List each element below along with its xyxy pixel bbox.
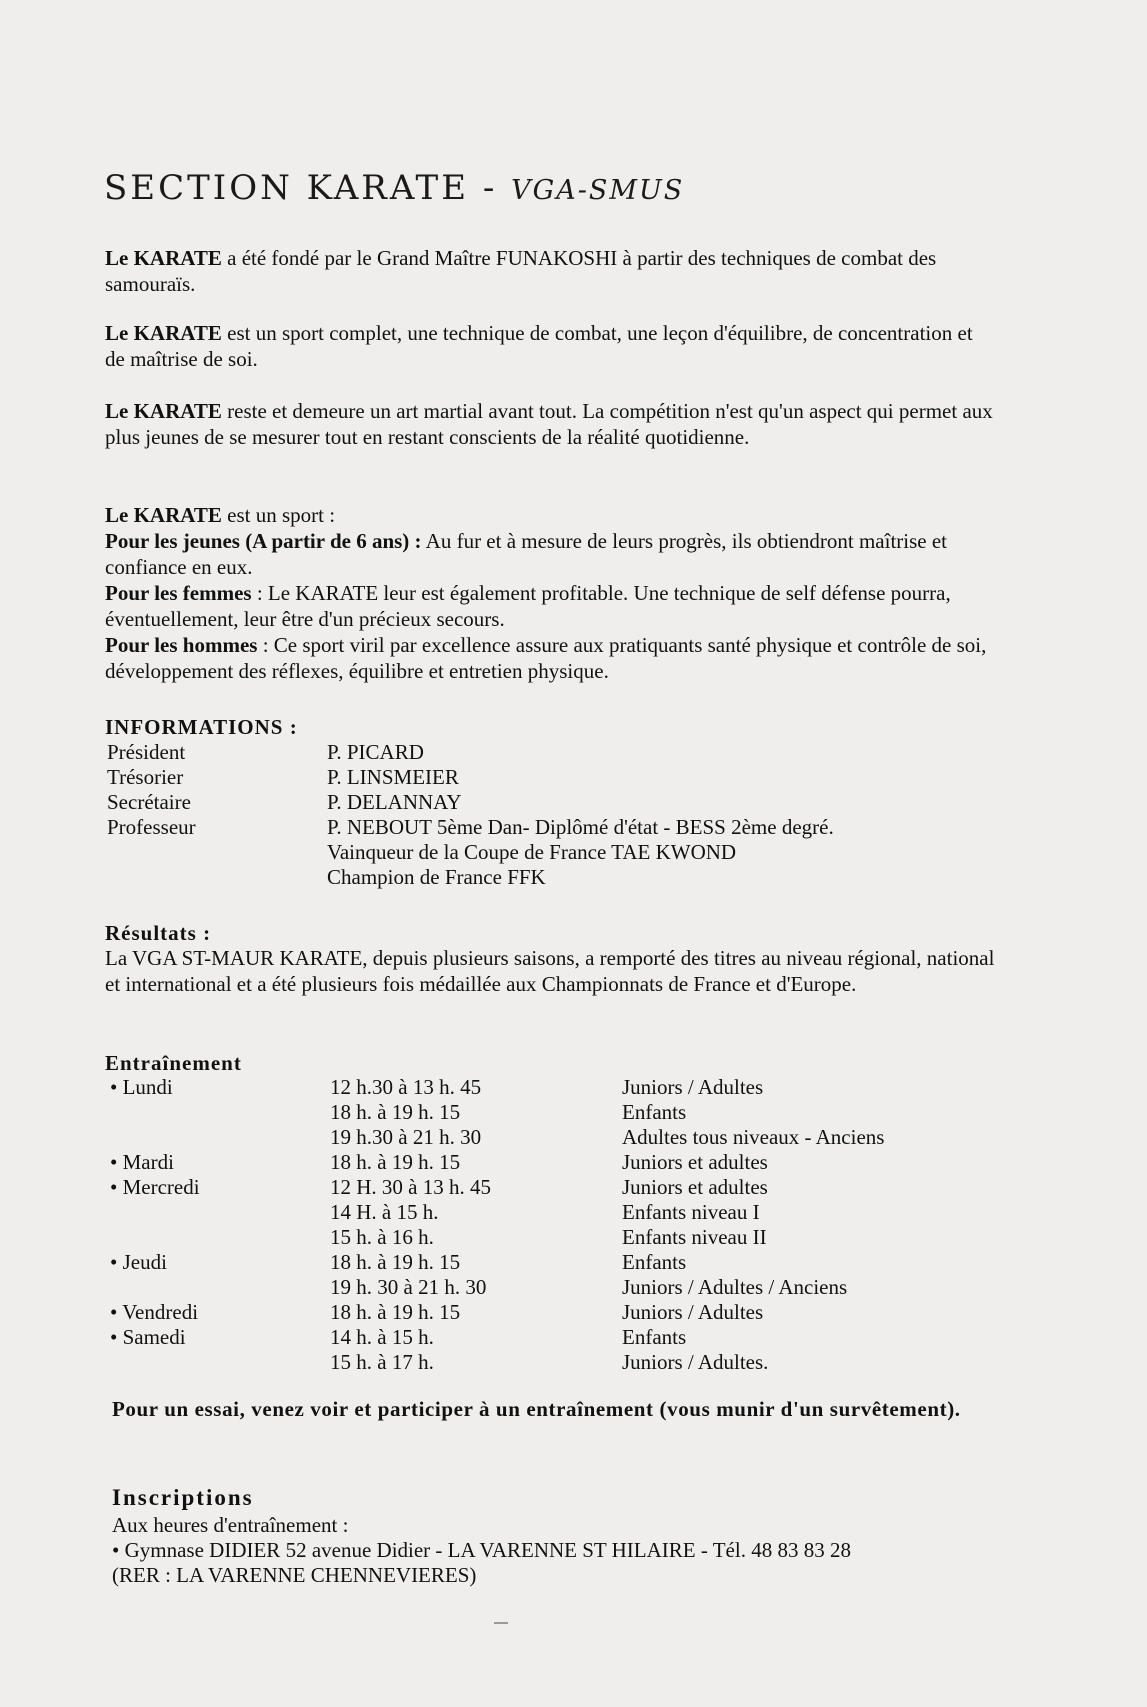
schedule-time: 12 h.30 à 13 h. 45 <box>330 1075 482 1099</box>
intro-3-lead: Le KARATE <box>105 399 222 423</box>
info-role: Professeur <box>107 815 196 839</box>
essai-note: Pour un essai, venez voir et participer à un entraînement (vous munir d'un survêtement). <box>112 1397 961 1421</box>
sport-intro <box>105 502 997 528</box>
intro-2-text: est un sport complet, une technique de combat, une leçon d'équilibre, de concentration et de maîtrise de soi. <box>105 321 973 371</box>
schedule-group: Enfants niveau I <box>622 1200 760 1224</box>
schedule-time: 14 H. à 15 h. <box>330 1200 439 1224</box>
schedule-group: Juniors et adultes <box>622 1150 768 1174</box>
schedule-day: • Samedi <box>110 1325 186 1349</box>
sport-femmes-lead: Pour les femmes <box>105 581 252 605</box>
info-role: Président <box>107 740 186 764</box>
schedule-group: Juniors / Adultes <box>622 1300 764 1324</box>
schedule-time: 18 h. à 19 h. 15 <box>330 1300 461 1324</box>
sport-femmes-text: : Le KARATE leur est également profitable. Une technique de self défense pourra, éventuellement, leur être d'un précieux secours. <box>105 581 951 631</box>
schedule-group: Enfants niveau II <box>622 1225 767 1249</box>
intro-1-text: a été fondé par le Grand Maître FUNAKOSHI à partir des techniques de combat des samouraïs. <box>105 246 937 296</box>
informations-heading: INFORMATIONS : <box>105 715 298 739</box>
title-main: SECTION KARATE - <box>104 168 498 208</box>
page-mark <box>494 1622 508 1624</box>
schedule-time: 18 h. à 19 h. 15 <box>330 1250 461 1274</box>
inscriptions-line: • Gymnase DIDIER 52 avenue Didier - LA VARENNE ST HILAIRE - Tél. 48 83 83 28 <box>112 1538 851 1562</box>
schedule-group: Juniors et adultes <box>622 1175 768 1199</box>
intro-3-text: reste et demeure un art martial avant tout. La compétition n'est qu'un aspect qui permet aux plus jeunes de se mesurer tout en restant conscients de la réalité quotidienne. <box>105 399 993 449</box>
info-role: Secrétaire <box>107 790 191 814</box>
resultats-text: La VGA ST-MAUR KARATE, depuis plusieurs saisons, a remporté des titres au niveau régional, national et international et a été plusieurs fois médaillée aux Championnats de France et d'Europe. <box>105 946 995 996</box>
info-name: P. DELANNAY <box>327 790 462 814</box>
intro-2-lead: Le KARATE <box>105 321 222 345</box>
info-name: P. NEBOUT 5ème Dan- Diplômé d'état - BESS 2ème degré. <box>327 815 834 839</box>
info-name: Champion de France FFK <box>327 865 546 889</box>
sport-text: est un sport : <box>221 503 336 527</box>
schedule-time: 15 h. à 17 h. <box>330 1350 434 1374</box>
info-name: P. PICARD <box>327 740 424 764</box>
sport-jeunes-lead: Pour les jeunes (A partir de 6 ans) : <box>105 529 422 553</box>
schedule-group: Juniors / Adultes / Anciens <box>622 1275 848 1299</box>
info-role: Trésorier <box>107 765 184 789</box>
resultats-heading: Résultats : <box>105 921 212 945</box>
schedule-day: • Lundi <box>110 1075 173 1099</box>
info-name: P. LINSMEIER <box>327 765 459 789</box>
schedule-time: 18 h. à 19 h. 15 <box>330 1100 461 1124</box>
schedule-day: • Mardi <box>110 1150 174 1174</box>
sport-item-femmes <box>105 580 997 632</box>
info-name: Vainqueur de la Coupe de France TAE KWOND <box>327 840 737 864</box>
inscriptions-heading: Inscriptions <box>112 1485 254 1510</box>
schedule-group: Enfants <box>622 1100 687 1124</box>
inscriptions-line: (RER : LA VARENNE CHENNEVIERES) <box>112 1563 477 1587</box>
schedule-time: 12 H. 30 à 13 h. 45 <box>330 1175 491 1199</box>
schedule-time: 15 h. à 16 h. <box>330 1225 434 1249</box>
intro-paragraph-1 <box>105 245 997 297</box>
entrainement-heading: Entraînement <box>105 1051 242 1075</box>
schedule-time: 19 h. 30 à 21 h. 30 <box>330 1275 487 1299</box>
schedule-group: Adultes tous niveaux - Anciens <box>622 1125 885 1149</box>
sport-lead: Le KARATE <box>105 503 222 527</box>
schedule-time: 14 h. à 15 h. <box>330 1325 434 1349</box>
schedule-day: • Mercredi <box>110 1175 200 1199</box>
intro-paragraph-2 <box>105 320 997 372</box>
schedule-group: Enfants <box>622 1325 687 1349</box>
title-sub: VGA-SMUS <box>511 175 685 206</box>
intro-paragraph-3 <box>105 398 997 450</box>
schedule-day: • Jeudi <box>110 1250 167 1274</box>
sport-item-hommes <box>105 632 997 684</box>
inscriptions-line: Aux heures d'entraînement : <box>112 1513 349 1537</box>
sport-jeunes-text: Au fur et à mesure de leurs progrès, ils obtiendront maîtrise et confiance en eux. <box>105 529 948 579</box>
intro-1-lead: Le KARATE <box>105 246 222 270</box>
sport-hommes-lead: Pour les hommes <box>105 633 258 657</box>
schedule-time: 19 h.30 à 21 h. 30 <box>330 1125 482 1149</box>
schedule-time: 18 h. à 19 h. 15 <box>330 1150 461 1174</box>
schedule-group: Enfants <box>622 1250 687 1274</box>
sport-section <box>105 502 997 684</box>
page-title <box>104 168 684 208</box>
sport-item-jeunes <box>105 528 997 580</box>
schedule-group: Juniors / Adultes. <box>622 1350 769 1374</box>
schedule-group: Juniors / Adultes <box>622 1075 764 1099</box>
sport-hommes-text: : Ce sport viril par excellence assure aux pratiquants santé physique et contrôle de soi, développement des réflexes, équilibre et entretien physique. <box>105 633 987 683</box>
schedule-day: • Vendredi <box>110 1300 199 1324</box>
